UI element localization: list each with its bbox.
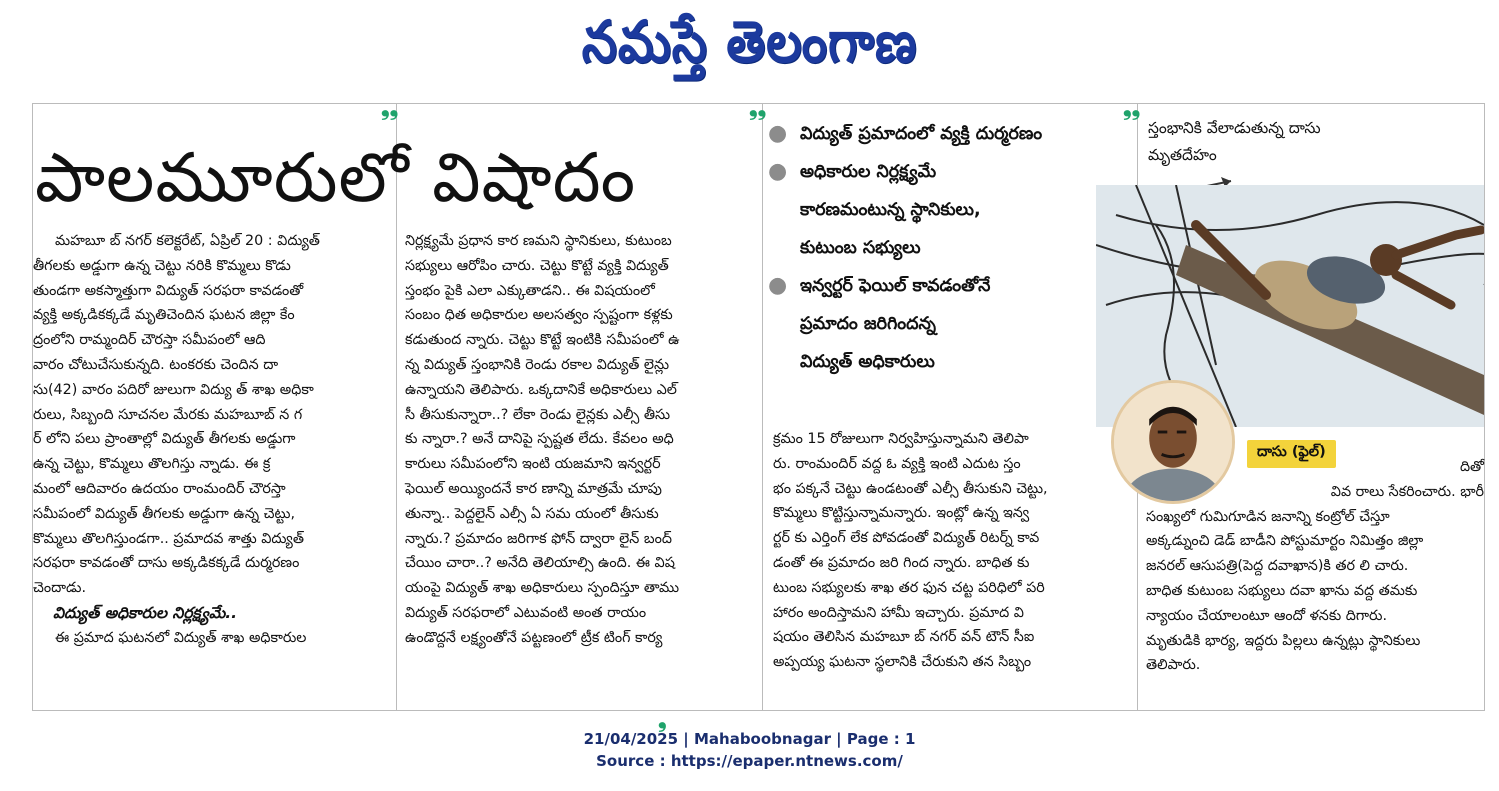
text-line: తున్నా.. పెద్దలైన్ ఎల్సీ ఏ సమ యంలో తీసుకు [405,505,659,522]
highlight-line: విద్యుత్ అధికారులు [800,352,935,372]
highlight-line: విద్యుత్ ప్రమాదంలో వ్యక్తి దుర్మరణం [800,124,1043,144]
text-line: మృతుడికి భార్య, ఇద్దరు పిల్లలు ఉన్నట్లు స్థానికులు [1146,632,1421,649]
masthead-logo: నమస్తే తెలంగాణ [581,8,918,76]
column-rule [1484,103,1485,711]
text-line: సు(42) వారం పదిరో జులుగా విద్యు త్ శాఖ అధికా [33,381,314,398]
text-line: న్నారు.? ప్రమాదం జరిగాక ఫోన్ ద్వారా లైన్ బంద్ [405,530,672,547]
headline: పాలమూరులో విషాదం [35,139,637,218]
photo-caption-line: స్తంభానికి వేలాడుతున్న దాసు [1148,119,1321,137]
quote-mark-icon: ❟❟ [749,96,767,121]
quote-mark-icon: ❟❟ [381,96,399,121]
highlight-line: కుటుంబ సభ్యులు [800,238,921,258]
text-line: ఉన్న చెట్టు, కొమ్మలు తొలగిస్తు న్నాడు. ఈ క్ర [33,456,271,473]
source-link[interactable]: Source : https://epaper.ntnews.com/ [596,752,903,770]
text-line: ఫెయిల్ అయ్యిందనే కార ణాన్ని మాత్రమే చూపు [405,480,662,497]
article [33,96,1485,711]
highlight-line: ప్రమాదం జరిగిందన్న [800,314,936,334]
quote-mark-icon: ❟ [658,708,667,733]
text-line: వివ రాలు సేకరించారు. భారీ [1330,483,1484,500]
column-rule [762,103,763,711]
text-line: ర్టర్ కు ఎర్తింగ్ లేక పోవడంతో విద్యుత్ రిటర్న్ కావ [773,530,1040,547]
text-line: భం పక్కనే చెట్టు ఉండటంతో ఎల్సీ తీసుకుని చెట్టు, [773,480,1048,497]
text-line: తుండగా అకస్మాత్తుగా విద్యుత్ సరఫరా కావడంతో [33,282,304,299]
text-line: న్యాయం చేయాలంటూ ఆందో ళనకు దిగారు. [1146,607,1388,624]
text-line: హారం అందిస్తామని హామీ ఇచ్చారు. ప్రమాద వి [773,604,1024,621]
highlight-item [766,115,1126,153]
text-line: డంతో ఈ ప్రమాదం జరి గింద న్నారు. బాధిత కు [773,554,1030,571]
text-line: బాధిత కుటుంబ సభ్యులు దవా ఖాను వద్ద తమకు [1146,582,1418,599]
text-line: ర్ లోని పలు ప్రాంతాల్లో విద్యుత్ తీగలకు అడ్డుగా [33,431,296,448]
text-line: అక్కడ్నుంచి డెడ్ బాడీని పోస్టుమార్టం నిమిత్తం జిల్లా [1146,533,1424,550]
footer [0,708,1499,772]
text-line: మహబూ బ్ నగర్ కలెక్టరేట్, ఏప్రిల్ 20 : విద్యుత్ [55,233,320,249]
text-line: రు. రాంమందిర్ వద్ద ఓ వ్యక్తి ఇంటి ఎదుట స్తం [773,455,1021,472]
photo-caption-line: మృతదేహం [1148,146,1217,164]
text-line: వారం చోటుచేసుకున్నది. టంకరకు చెందిన దా [33,356,279,373]
text-line: స్తంభం పైకి ఎలా ఎక్కుతాడని.. ఈ విషయంలో [405,282,655,299]
text-line: కారులు సమీపంలోని ఇంటి యజమాని ఇన్వర్టర్ [405,456,661,473]
text-line: చెందాడు. [33,580,87,597]
bullet-icon: ● [768,121,788,146]
text-line: సభ్యులు ఆరోపిం చారు. చెట్టు కొట్టే వ్యక్తి విద్యుత్ [405,257,669,274]
text-line: దితో [1459,459,1484,475]
photo-caption [1148,115,1388,169]
column-4-body [1146,455,1484,678]
text-line: వ్యక్తి అక్కడికక్కడే మృతిచెందిన ఘటన జిల్లా కేం [33,307,295,324]
masthead [0,6,1499,86]
text-line: ద్రంలోని రామ్మందిర్ చౌరస్తా సమీపంలో ఆది [33,332,266,349]
column-1-body [33,229,383,601]
text-line: కొమ్మలు కొట్టిస్తున్నామన్నారు. ఇంట్లో ఉన్న ఇన్వ [773,505,1030,522]
text-line: కొమ్మలు తొలగిస్తుండగా.. ప్రమాదవ శాత్తు విద్యుత్ [33,530,304,547]
article-column-4 [1146,455,1484,678]
quote-mark-icon: ❟❟ [1123,96,1141,121]
text-line: ఉండొద్దనే లక్ష్యంతోనే పట్టణంలో ట్రీక టింగ్ కార్య [405,629,663,646]
column-3-body [773,427,1117,675]
subheading: విద్యుత్ అధికారుల నిర్లక్ష్యమే.. [53,603,238,622]
text-line: షయం తెలిసిన మహబూ బ్ నగర్ వన్ టౌన్ సీఐ [773,629,1035,646]
text-line: టుంబ సభ్యులకు శాఖ తర ఫున చట్ట పరిధిలో పరి [773,579,1045,596]
text-line: రులు, సిబ్బంది సూచనల మేరకు మహబూబ్ న గ [33,406,303,423]
highlight-line: ఇన్వర్టర్ ఫెయిల్ కావడంతోనే [800,276,991,296]
text-line: తీగలకు అడ్డుగా ఉన్న చెట్టు నరికి కొమ్మలు కొడు [33,257,291,274]
edition-info: 21/04/2025 | Mahaboobnagar | Page : 1 [583,730,916,748]
text-line: చేయిం చారా..? అనేది తెలియాల్సి ఉంది. ఈ విష [405,555,675,572]
text-line: సమీపంలో విద్యుత్ తీగలకు అడ్డుగా ఉన్న చెట్టు, [33,505,296,522]
text-line: యంపై విద్యుత్ శాఖ అధికారులు స్పందిస్తూ తాము [405,580,680,597]
text-line: జనరల్ ఆసుపత్రి(పెద్ద దవాఖాన)కి తర లి చారు. [1146,558,1409,575]
text-line: మంలో ఆదివారం ఉదయం రాంమందిర్ చౌరస్తా [33,480,286,497]
portrait-caption: దాసు (ఫైల్) [1247,440,1336,468]
text-line: కు న్నారా.? అనే దానిపై స్పష్టత లేదు. కేవలం అధి [405,431,674,448]
highlight-item [766,153,1126,267]
column-2-body [405,229,749,651]
highlight-line: అధికారుల నిర్లక్ష్యమే [800,162,937,182]
text-line: సీ తీసుకున్నారా..? లేకా రెండు లైన్లకు ఎల్సీ తీసు [405,406,671,423]
text-line: సంఖ్యలో గుమిగూడిన జనాన్ని కంట్రోల్ చేస్తూ [1146,508,1390,525]
text-line: నిర్లక్ష్యమే ప్రధాన కార ణమని స్థానికులు, కుటుంబ [405,233,672,249]
highlights-list [766,115,1126,381]
text-line: సంబం ధిత అధికారుల అలసత్వం స్పష్టంగా కళ్లకు [405,307,673,324]
highlight-line: కారణమంటున్న స్థానికులు, [800,200,981,220]
text-line: తెలిపారు. [1146,657,1201,674]
article-column-3 [773,427,1117,675]
article-column-1 [33,229,383,651]
bottom-rule [33,710,1485,711]
text-line: విద్యుత్ సరఫరాలో ఎటువంటి అంత రాయం [405,604,647,621]
text-line: న్న విద్యుత్ స్తంభానికి రెండు రకాల విద్యుత్ లైన్లు [405,356,670,373]
article-column-2 [405,229,749,651]
column-1-tail: ఈ ప్రమాద ఘటనలో విద్యుత్ శాఖ అధికారుల [55,629,307,646]
text-line: క్రమం 15 రోజులుగా నిర్వహిస్తున్నామని తెలిపా [773,431,1029,447]
text-line: సరఫరా కావడంతో దాసు అక్కడికక్కడే దుర్మరణం [33,555,300,572]
text-line: అప్పయ్య ఘటనా స్థలానికి చేరుకుని తన సిబ్బం [773,654,1032,671]
text-line: కడుతుంద న్నారు. చెట్టు కొట్టే ఇంటికి సమీపంలో ఉ [405,332,680,349]
highlight-item [766,267,1126,381]
bullet-icon: ● [768,159,788,184]
bullet-icon: ● [768,273,788,298]
text-line: ఉన్నాయని తెలిపారు. ఒక్కదానికే అధికారులు ఎల్ [405,381,677,398]
